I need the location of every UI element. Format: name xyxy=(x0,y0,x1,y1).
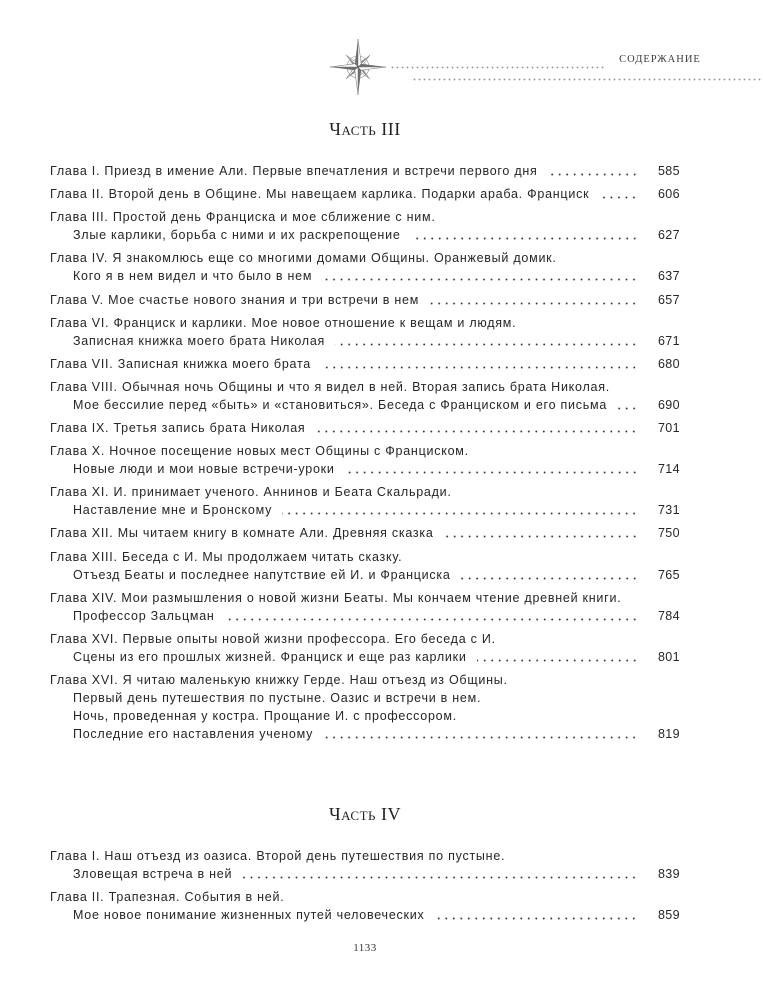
dot-leader xyxy=(617,396,638,414)
chapter-title-continuation: Отъезд Беаты и последнее напутствие ей И. и Франциска xyxy=(73,567,451,582)
chapter-title: Глава III. Простой день Франциска и мое сближение с ним. xyxy=(50,210,436,225)
toc-entry-line xyxy=(50,332,680,350)
page-number: 637 xyxy=(657,269,680,284)
chapter-title-continuation: Сцены из его прошлых жизней. Франциск и еще раз карлики xyxy=(73,649,467,664)
toc-entry xyxy=(50,888,680,924)
folio-page-number: 1133 xyxy=(353,942,377,954)
toc-entry-line xyxy=(50,162,680,180)
dot-leader xyxy=(242,865,638,883)
toc-entry-line xyxy=(50,725,680,743)
dot-leader xyxy=(461,566,638,584)
toc-entry-line xyxy=(50,185,680,203)
toc-entry-line xyxy=(50,501,680,519)
chapter-title: Глава II. Второй день в Общине. Мы навещаем карлика. Подарки араба. Франциск xyxy=(50,187,590,202)
dot-leader xyxy=(434,906,638,924)
chapter-title: Глава XVI. Я читаю маленькую книжку Герде. Наш отъезд из Общины. xyxy=(50,672,508,687)
dot-leader xyxy=(323,725,638,743)
dot-leader xyxy=(429,291,638,309)
chapter-title: Глава XIII. Беседа с И. Мы продолжаем читать сказку. xyxy=(50,549,403,564)
toc-entry xyxy=(50,483,680,519)
page-number: 680 xyxy=(657,356,680,371)
toc-entry xyxy=(50,671,680,743)
page-number: 657 xyxy=(657,292,680,307)
page-number: 701 xyxy=(657,421,680,435)
page-number: 731 xyxy=(657,503,680,518)
toc-entry xyxy=(50,630,680,666)
chapter-title-continuation: Профессор Зальцман xyxy=(73,608,215,623)
toc-entry-line xyxy=(50,906,680,924)
chapter-title: Глава VII. Записная книжка моего брата xyxy=(50,356,311,371)
table-of-contents xyxy=(50,847,680,929)
dot-leader xyxy=(282,501,638,519)
chapter-title: Глава II. Трапезная. События в ней. xyxy=(50,890,285,905)
dot-leader xyxy=(477,648,638,666)
dotted-rule xyxy=(412,78,763,81)
page-number: 784 xyxy=(657,608,680,623)
dotted-rule xyxy=(390,66,604,69)
dot-leader xyxy=(225,607,638,625)
dot-leader xyxy=(322,267,638,285)
page-number: 750 xyxy=(657,526,680,541)
page-number: 819 xyxy=(657,726,680,741)
toc-entry-line xyxy=(50,607,680,625)
page-number: 839 xyxy=(657,867,680,881)
toc-entry-line xyxy=(50,524,680,542)
dot-leader xyxy=(599,185,638,203)
chapter-title-continuation: Наставление мне и Бронскому xyxy=(73,503,273,518)
toc-entry-line xyxy=(50,648,680,666)
chapter-title-continuation: Записная книжка моего брата Николая xyxy=(73,333,326,348)
toc-entry xyxy=(50,314,680,350)
dot-leader xyxy=(335,332,638,350)
running-head-title: СОДЕРЖАНИЕ xyxy=(619,54,701,65)
chapter-title-continuation: Ночь, проведенная у костра. Прощание И. с профессором. xyxy=(73,708,457,723)
chapter-title-continuation: Первый день путешествия по пустыне. Оазис и встречи в нем. xyxy=(73,690,482,705)
dot-leader xyxy=(444,524,638,542)
toc-entry xyxy=(50,355,680,373)
dot-leader xyxy=(315,419,638,437)
toc-entry xyxy=(50,419,680,437)
chapter-title-continuation: Мое новое понимание жизненных путей человеческих xyxy=(73,908,425,923)
chapter-title: Глава VI. Франциск и карлики. Мое новое отношение к вещам и людям. xyxy=(50,315,517,330)
part-title: Часть III xyxy=(329,119,401,139)
page-number: 714 xyxy=(657,462,680,477)
table-of-contents xyxy=(50,162,680,748)
toc-entry-line xyxy=(50,355,680,373)
chapter-title: Глава I. Наш отъезд из оазиса. Второй день путешествия по пустыне. xyxy=(50,849,506,863)
chapter-title: Глава XVI. Первые опыты новой жизни профессора. Его беседа с И. xyxy=(50,631,496,646)
page-number: 671 xyxy=(657,333,680,348)
toc-entry-line xyxy=(50,566,680,584)
chapter-title: Глава XI. И. принимает ученого. Аннинов и Беата Скальради. xyxy=(50,485,452,500)
toc-entry xyxy=(50,162,680,180)
page-number: 801 xyxy=(657,649,680,664)
toc-entry-line xyxy=(50,267,680,285)
chapter-title-continuation: Мое бессилие перед «быть» и «становиться». Беседа с Франциском и его письма xyxy=(73,397,608,412)
toc-entry-line xyxy=(50,419,680,437)
page-number: 585 xyxy=(657,164,680,178)
page-number: 606 xyxy=(657,187,680,202)
toc-entry-line xyxy=(50,226,680,244)
toc-entry-line xyxy=(50,460,680,478)
dot-leader xyxy=(321,355,638,373)
toc-entry xyxy=(50,847,680,883)
toc-entry-line xyxy=(50,865,680,883)
toc-entry-line xyxy=(50,291,680,309)
chapter-title: Глава XII. Мы читаем книгу в комнате Али. Древняя сказка xyxy=(50,526,434,541)
toc-entry xyxy=(50,524,680,542)
compass-rose-icon xyxy=(328,37,388,97)
toc-entry xyxy=(50,291,680,309)
chapter-title-continuation: Новые люди и мои новые встречи-уроки xyxy=(73,462,335,477)
chapter-title-continuation: Злые карлики, борьба с ними и их раскрепощение xyxy=(73,228,401,243)
chapter-title: Глава I. Приезд в имение Али. Первые впечатления и встречи первого дня xyxy=(50,164,538,178)
toc-entry xyxy=(50,185,680,203)
page-number: 765 xyxy=(657,567,680,582)
page-number: 859 xyxy=(657,908,680,923)
chapter-title: Глава IV. Я знакомлюсь еще со многими домами Общины. Оранжевый домик. xyxy=(50,251,557,266)
toc-entry xyxy=(50,208,680,244)
chapter-title-continuation: Зловещая встреча в ней xyxy=(73,867,233,881)
toc-entry xyxy=(50,249,680,285)
chapter-title-continuation: Кого я в нем видел и что было в нем xyxy=(73,269,313,284)
page-number: 627 xyxy=(657,228,680,243)
dot-leader xyxy=(548,162,638,180)
dot-leader xyxy=(345,460,638,478)
toc-entry-line xyxy=(50,396,680,414)
dot-leader xyxy=(411,226,638,244)
toc-entry xyxy=(50,378,680,414)
chapter-title: Глава X. Ночное посещение новых мест Общины с Франциском. xyxy=(50,444,469,459)
chapter-title-continuation: Последние его наставления ученому xyxy=(73,726,314,741)
chapter-title: Глава IX. Третья запись брата Николая xyxy=(50,421,306,435)
chapter-title: Глава XIV. Мои размышления о новой жизни Беаты. Мы кончаем чтение древней книги. xyxy=(50,590,622,605)
toc-entry xyxy=(50,589,680,625)
chapter-title: Глава V. Мое счастье нового знания и три встречи в нем xyxy=(50,292,420,307)
toc-entry xyxy=(50,548,680,584)
toc-entry xyxy=(50,442,680,478)
part-title: Часть IV xyxy=(328,804,401,824)
chapter-title: Глава VIII. Обычная ночь Общины и что я видел в ней. Вторая запись брата Николая. xyxy=(50,379,610,394)
page-number: 690 xyxy=(657,397,680,412)
